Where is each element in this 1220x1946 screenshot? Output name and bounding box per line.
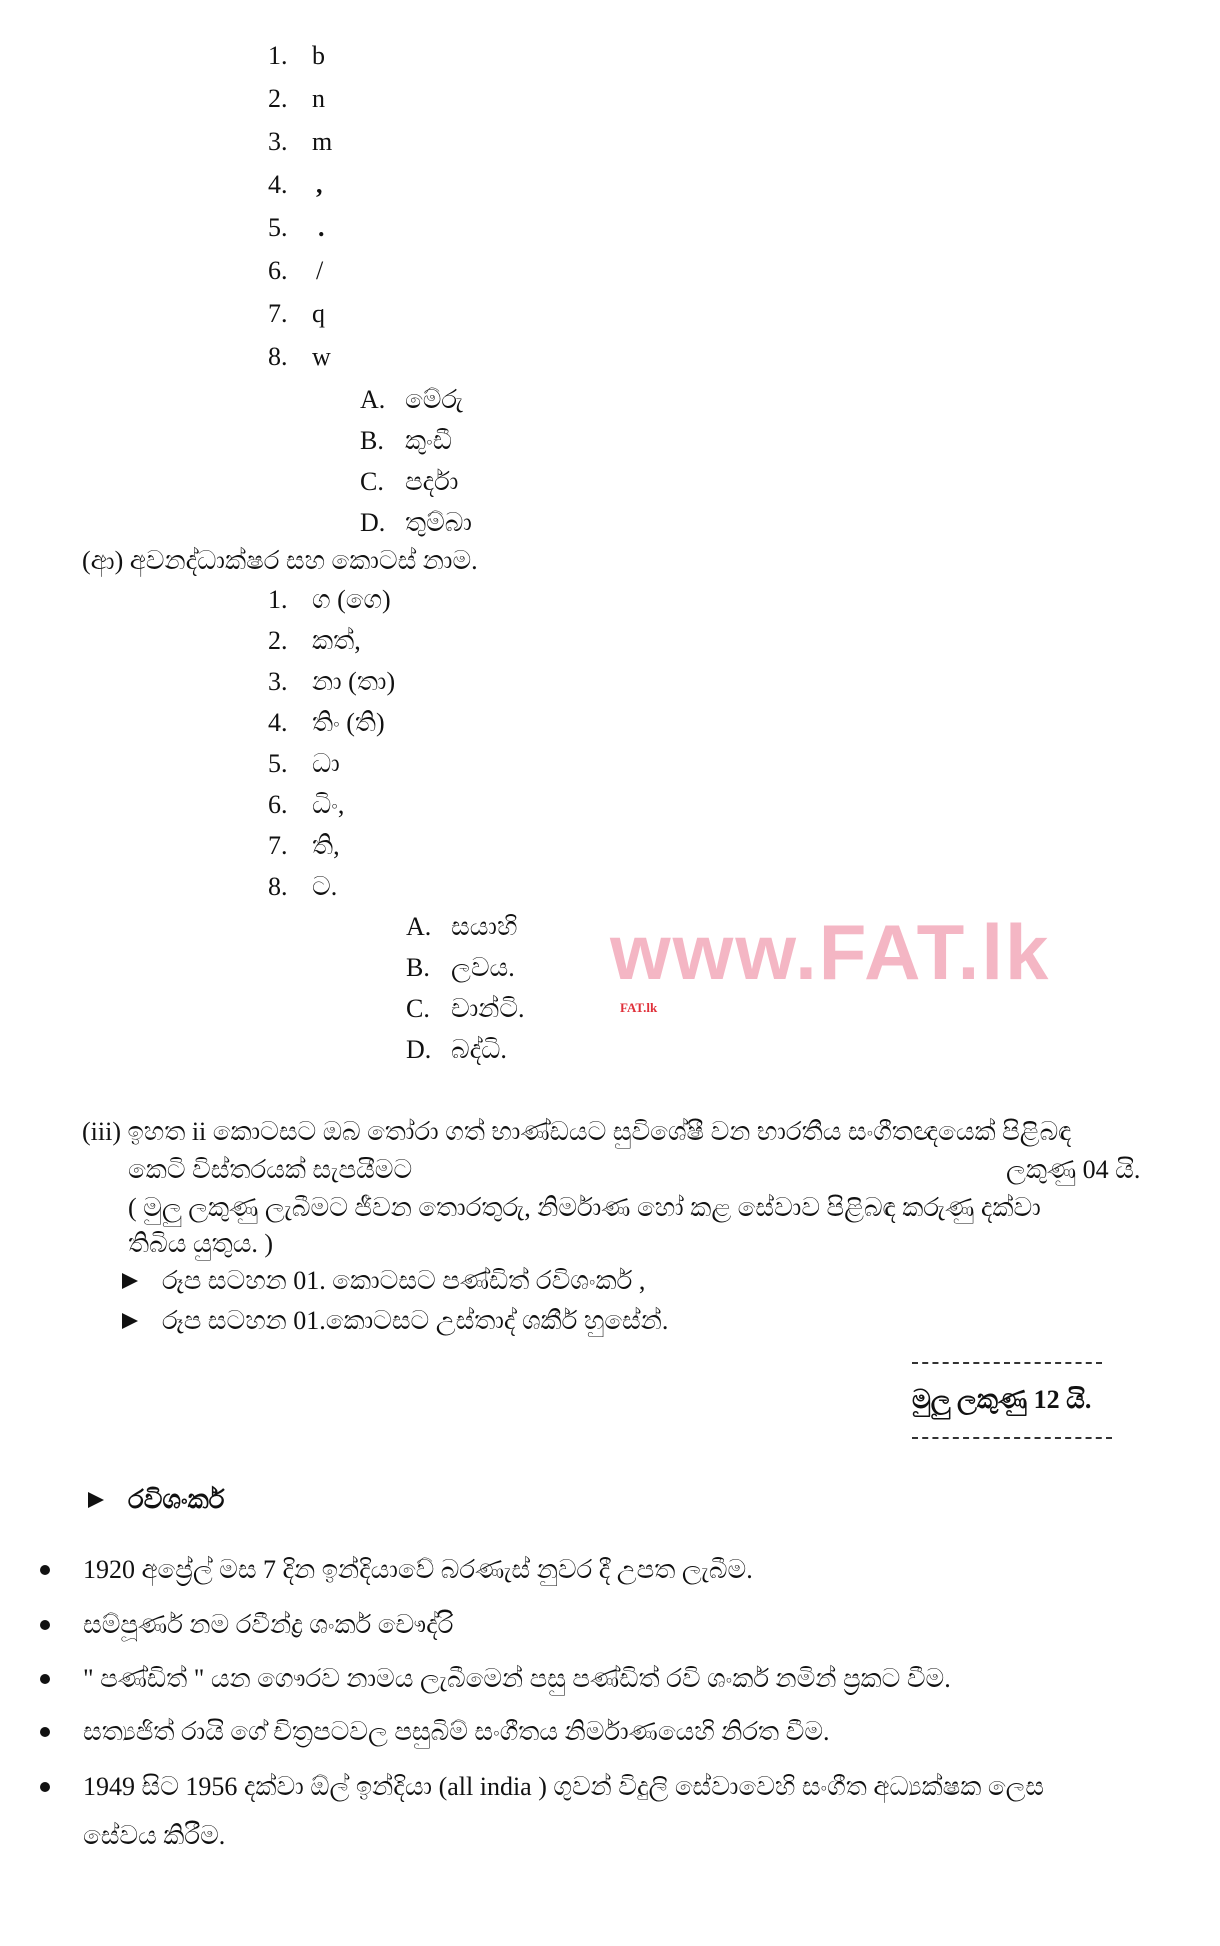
- answer-point: සත්‍යජිත් රායි ගේ චිත්‍රපටවල පසුබිම් සංගීතය නිර්මාණයෙහි නිරත වීම.: [83, 1717, 830, 1746]
- question-line: (iii) ඉහත ii කොටසට ඔබ තෝරා ගත් භාණ්ඩයට සුවිශේෂී වන භාරතීය සංගීතඥයෙක් පිළිබඳ: [82, 1117, 1072, 1146]
- item-number: 5.: [268, 213, 288, 242]
- item-value: ධා: [312, 749, 340, 778]
- item-value: ග (ගෙ): [312, 585, 391, 614]
- item-number: 4.: [268, 170, 288, 199]
- item-number: 7.: [268, 831, 288, 860]
- item-value: /: [316, 256, 324, 285]
- bullet-icon: [40, 1565, 50, 1575]
- watermark-small: FAT.lk: [620, 1000, 658, 1015]
- option-value: කුංඩී: [405, 426, 452, 455]
- item-value: ට.: [312, 872, 338, 901]
- option-value: බද්ධි.: [451, 1035, 507, 1064]
- option-letter: C.: [406, 994, 430, 1023]
- bullet-icon: [40, 1782, 50, 1792]
- section-aa-heading: (ආ) අවනද්ධාක්ෂර සහ කොටස් නාම.: [82, 546, 478, 575]
- option-letter: D.: [406, 1035, 432, 1064]
- bullet-line: රූප සටහන 01.කොටසට උස්තාද් ශකීර් හුසේන්.: [162, 1306, 669, 1335]
- item-value: w: [312, 342, 331, 371]
- answer-point: 1949 සිට 1956 දක්වා ඕල් ඉන්දියා (all india ) ගුවන් විදුලි සේවාවෙහි සංගීත අධ්‍යක්ෂක ලෙස: [83, 1772, 1045, 1801]
- answer-point: 1920 අප්‍රේල් මස 7 දින ඉන්දියාවේ බරණැස් නුවර දී උපත ලැබීම.: [83, 1555, 753, 1584]
- item-value: නා (තා): [312, 667, 396, 696]
- option-letter: B.: [360, 426, 384, 455]
- item-number: 2.: [268, 84, 288, 113]
- option-value: සයාහි: [451, 912, 518, 941]
- option-value: මේරු: [405, 385, 464, 414]
- option-letter: A.: [360, 385, 386, 414]
- item-value: ,: [316, 170, 323, 199]
- arrow-bullet-icon: [122, 1313, 138, 1329]
- item-number: 6.: [268, 790, 288, 819]
- item-number: 2.: [268, 626, 288, 655]
- item-number: 8.: [268, 872, 288, 901]
- option-value: ලවය.: [451, 953, 515, 982]
- option-letter: A.: [406, 912, 432, 941]
- item-value: තිං (ති): [312, 708, 385, 737]
- answer-point-continued: සේවය කිරීම.: [83, 1821, 226, 1850]
- item-value: q: [312, 299, 325, 328]
- item-number: 1.: [268, 585, 288, 614]
- answer-point: " පණ්ඩිත් " යන ගෞරව නාමය ලැබීමෙන් පසු පණ්ඩිත් රවි ශංකර් නමින් ප්‍රකට වීම.: [83, 1664, 951, 1693]
- option-letter: D.: [360, 508, 386, 537]
- arrow-bullet-icon: [88, 1492, 104, 1508]
- item-value: ති,: [312, 831, 340, 860]
- item-number: 5.: [268, 749, 288, 778]
- item-number: 1.: [268, 41, 288, 70]
- total-marks: මුලු ලකුණු 12 යි.: [912, 1385, 1092, 1414]
- item-value: n: [312, 84, 325, 113]
- item-number: 6.: [268, 256, 288, 285]
- note-line: තිබිය යුතුය. ): [128, 1229, 274, 1258]
- item-number: 4.: [268, 708, 288, 737]
- item-number: 3.: [268, 127, 288, 156]
- note-line: ( මුලු ලකුණු ලැබීමට ජීවන තොරතුරු, නිර්මාණ හෝ කළ සේවාව පිළිබඳ කරුණු දක්වා: [128, 1193, 1041, 1222]
- option-value: චාන්ටි.: [451, 994, 525, 1023]
- watermark-text: www.FAT.lk: [610, 908, 1051, 996]
- item-number: 7.: [268, 299, 288, 328]
- marks-label: ලකුණු 04 යි.: [1006, 1155, 1141, 1184]
- bullet-line: රූප සටහන 01. කොටසට පණ්ඩිත් රවිශංකර් ,: [162, 1266, 646, 1295]
- divider: [912, 1362, 1102, 1364]
- bullet-icon: [40, 1674, 50, 1684]
- answer-heading: රවිශංකර්: [128, 1485, 225, 1514]
- item-value: කත්,: [312, 626, 361, 655]
- option-value: තුම්බා: [405, 508, 472, 537]
- arrow-bullet-icon: [122, 1273, 138, 1289]
- option-value: පර්දා: [405, 467, 459, 496]
- option-letter: C.: [360, 467, 384, 496]
- item-value: ධිං,: [312, 790, 345, 819]
- option-letter: B.: [406, 953, 430, 982]
- item-number: 3.: [268, 667, 288, 696]
- bullet-icon: [40, 1620, 50, 1630]
- item-number: 8.: [268, 342, 288, 371]
- item-value: .: [318, 213, 325, 242]
- question-line: කෙටි විස්තරයක් සැපයීමට: [128, 1155, 413, 1184]
- answer-point: සම්පූර්ණ නම රවීන්ද්‍ර ශංකර් චෞද්රි: [83, 1610, 454, 1639]
- bullet-icon: [40, 1727, 50, 1737]
- item-value: b: [312, 41, 325, 70]
- divider: [912, 1437, 1112, 1439]
- item-value: m: [312, 127, 333, 156]
